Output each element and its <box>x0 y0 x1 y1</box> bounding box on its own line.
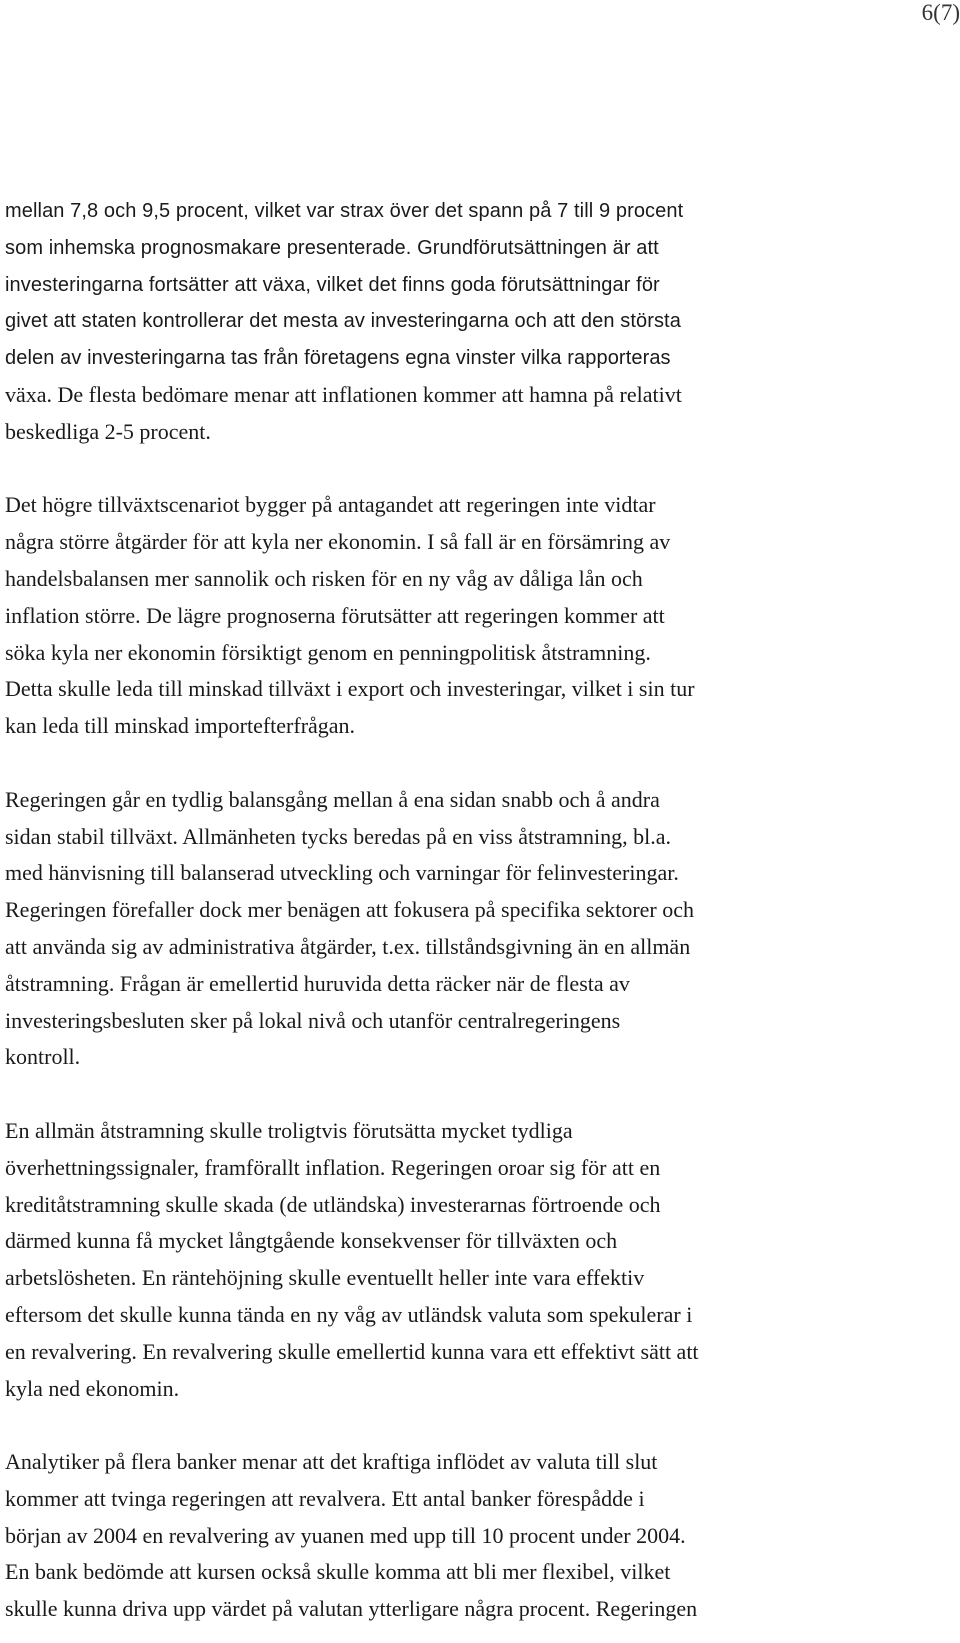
text-line: givet att staten kontrollerar det mesta av investeringarna och att den största <box>5 310 681 333</box>
text-line: beskedliga 2-5 procent. <box>5 418 211 444</box>
text-line: delen av investeringarna tas från företagens egna vinster vilka rapporteras <box>5 347 671 370</box>
paragraph-tightening <box>5 1113 855 1407</box>
text-line: att använda sig av administrativa åtgärder, t.ex. tillståndsgivning än en allmän <box>5 933 691 959</box>
text-line: en revalvering. En revalvering skulle emellertid kunna vara ett effektivt sätt att <box>5 1338 699 1364</box>
text-line: Regeringen förefaller dock mer benägen att fokusera på specifika sektorer och <box>5 897 695 923</box>
text-line: sidan stabil tillväxt. Allmänheten tycks beredas på en viss åtstramning, bl.a. <box>5 823 671 849</box>
paragraph-bank-analysts <box>5 1444 855 1628</box>
text-line: investeringsbesluten sker på lokal nivå och utanför centralregeringens <box>5 1007 621 1033</box>
text-line: överhettningssignaler, framförallt inflation. Regeringen oroar sig för att en <box>5 1154 661 1180</box>
text-line: därmed kunna få mycket långtgående konsekvenser för tillväxten och <box>5 1228 618 1254</box>
text-line: handelsbalansen mer sannolik och risken för en ny våg av dåliga lån och <box>5 565 643 591</box>
text-line: eftersom det skulle kunna tända en ny våg av utländsk valuta som spekulerar i <box>5 1301 693 1327</box>
paragraph-high-growth-scenario <box>5 487 855 745</box>
text-line: med hänvisning till balanserad utveckling och varningar för felinvesteringar. <box>5 860 679 886</box>
text-line: kan leda till minskad importefterfrågan. <box>5 713 356 739</box>
text-line: skulle kunna driva upp värdet på valutan ytterligare några procent. Regeringen <box>5 1596 698 1622</box>
text-line: kyla ned ekonomin. <box>5 1375 180 1401</box>
text-line: åtstramning. Frågan är emellertid huruvida detta räcker när de flesta av <box>5 970 630 996</box>
document-body <box>5 193 855 1628</box>
text-line: kontroll. <box>5 1044 81 1070</box>
text-line: söka kyla ner ekonomin försiktigt genom en penningpolitisk åtstramning. <box>5 639 651 665</box>
text-line: början av 2004 en revalvering av yuanen med upp till 10 procent under 2004. <box>5 1522 686 1548</box>
text-line: Det högre tillväxtscenariot bygger på antagandet att regeringen inte vidtar <box>5 492 656 518</box>
text-line: En bank bedömde att kursen också skulle komma att bli mer flexibel, vilket <box>5 1559 671 1585</box>
text-line: kommer att tvinga regeringen att revalvera. Ett antal banker förespådde i <box>5 1485 645 1511</box>
page-number: 6(7) <box>921 0 960 25</box>
text-line: investeringarna fortsätter att växa, vilket det finns goda förutsättningar för <box>5 273 660 296</box>
paragraph-government-balance <box>5 782 855 1076</box>
paragraph-growth-forecast <box>5 193 855 451</box>
text-line: växa. De flesta bedömare menar att inflationen kommer att hamna på relativt <box>5 381 682 407</box>
text-line: Analytiker på flera banker menar att det kraftiga inflödet av valuta till slut <box>5 1449 658 1475</box>
text-line: mellan 7,8 och 9,5 procent, vilket var strax över det spann på 7 till 9 procent <box>5 200 684 222</box>
text-line: Detta skulle leda till minskad tillväxt i export och investeringar, vilket i sin tur <box>5 676 695 702</box>
text-line: som inhemska prognosmakare presenterade. Grundförutsättningen är att <box>5 236 659 259</box>
text-line: några större åtgärder för att kyla ner ekonomin. I så fall är en försämring av <box>5 529 671 555</box>
text-line: Regeringen går en tydlig balansgång mellan å ena sidan snabb och å andra <box>5 786 660 812</box>
text-line: arbetslösheten. En räntehöjning skulle eventuellt heller inte vara effektiv <box>5 1265 645 1291</box>
text-line: inflation större. De lägre prognoserna förutsätter att regeringen kommer att <box>5 602 665 628</box>
text-line: En allmän åtstramning skulle troligtvis förutsätta mycket tydliga <box>5 1117 573 1143</box>
text-line: kreditåtstramning skulle skada (de utländska) investerarnas förtroende och <box>5 1191 661 1217</box>
